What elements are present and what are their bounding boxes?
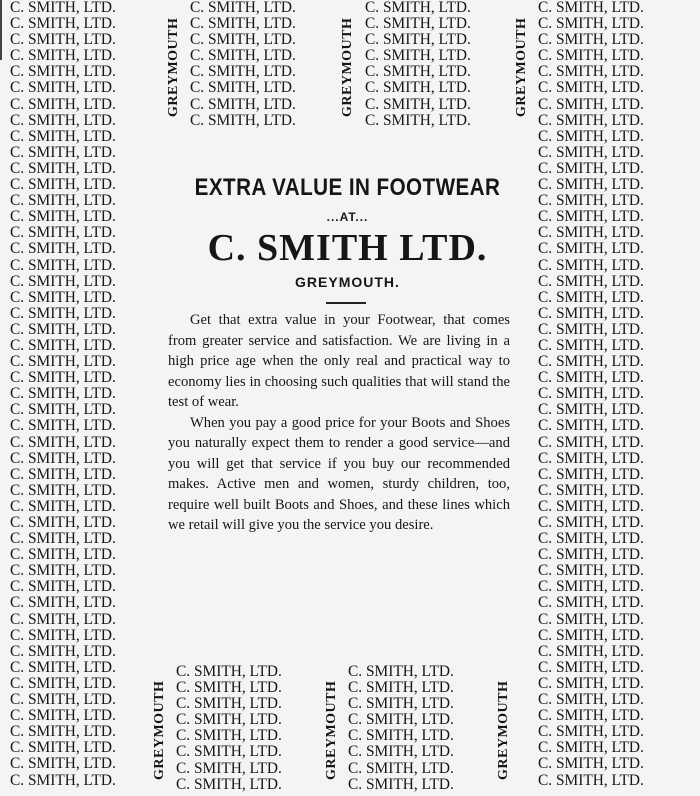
repeated-line: C. SMITH, LTD. [10,95,116,113]
greymouth-vertical: GREYMOUTH [514,17,529,117]
greymouth-vertical: GREYMOUTH [324,680,339,780]
repeated-line: C. SMITH, LTD. [10,610,116,628]
repeated-line: C. SMITH, LTD. [538,723,644,741]
repeated-line: C. SMITH, LTD. [10,240,116,258]
repeated-line: C. SMITH, LTD. [538,224,644,242]
repeated-line: C. SMITH, LTD. [538,755,644,773]
repeated-line: C. SMITH, LTD. [176,743,282,761]
repeated-line: C. SMITH, LTD. [538,272,644,290]
repeated-line: C. SMITH, LTD. [538,739,644,757]
repeated-line: C. SMITH, LTD. [10,385,116,403]
repeated-line: C. SMITH, LTD. [10,691,116,709]
repeated-line: C. SMITH, LTD. [10,304,116,322]
repeated-line: C. SMITH, LTD. [10,626,116,644]
repeated-column-top-2 [365,0,513,136]
repeated-line: C. SMITH, LTD. [365,79,471,97]
repeated-line: C. SMITH, LTD. [10,658,116,676]
column-rule [0,0,2,60]
repeated-line: C. SMITH, LTD. [538,465,644,483]
repeated-line: C. SMITH, LTD. [10,771,116,789]
repeated-line: C. SMITH, LTD. [10,336,116,354]
repeated-line: C. SMITH, LTD. [10,208,116,226]
repeated-line: C. SMITH, LTD. [538,481,644,499]
repeated-line: C. SMITH, LTD. [538,642,644,660]
repeated-line: C. SMITH, LTD. [10,63,116,81]
paragraph: Get that extra value in your Footwear, that comes from greater service and satisfaction. We are living in a high price age when the only real and practical way to economy lies in choosing such qualities that will stand the test of wear. [168,312,510,410]
repeated-line: C. SMITH, LTD. [10,401,116,419]
paragraph: When you pay a good price for your Boots and Shoes you naturally expect them to render a good service—and you will get that service if you buy our recommended makes. Active men and women, sturdy children, too, require well built Boots and Shoes, and these lines which we retail will give you the service you desire. [168,414,510,533]
repeated-line: C. SMITH, LTD. [10,143,116,161]
repeated-line: C. SMITH, LTD. [10,272,116,290]
repeated-line: C. SMITH, LTD. [538,336,644,354]
greymouth-vertical: GREYMOUTH [152,680,167,780]
repeated-line: C. SMITH, LTD. [348,695,454,713]
repeated-line: C. SMITH, LTD. [190,31,296,49]
repeated-line: C. SMITH, LTD. [10,433,116,451]
repeated-column-bottom-1 [176,664,324,796]
repeated-line: C. SMITH, LTD. [10,497,116,515]
repeated-line: C. SMITH, LTD. [190,63,296,81]
repeated-line: C. SMITH, LTD. [10,546,116,564]
repeated-line: C. SMITH, LTD. [10,562,116,580]
repeated-column-bottom-2 [348,664,496,796]
repeated-line: C. SMITH, LTD. [348,775,454,793]
repeated-line: C. SMITH, LTD. [538,143,644,161]
repeated-line: C. SMITH, LTD. [538,691,644,709]
repeated-line: C. SMITH, LTD. [176,679,282,697]
repeated-line: C. SMITH, LTD. [10,674,116,692]
repeated-line: C. SMITH, LTD. [365,63,471,81]
repeated-line: C. SMITH, LTD. [10,0,116,16]
repeated-line: C. SMITH, LTD. [10,256,116,274]
repeated-line: C. SMITH, LTD. [538,192,644,210]
repeated-line: C. SMITH, LTD. [538,385,644,403]
repeated-line: C. SMITH, LTD. [190,15,296,33]
repeated-line: C. SMITH, LTD. [10,79,116,97]
repeated-line: C. SMITH, LTD. [10,739,116,757]
repeated-line: C. SMITH, LTD. [538,497,644,515]
repeated-line: C. SMITH, LTD. [538,240,644,258]
repeated-line: C. SMITH, LTD. [538,208,644,226]
greymouth-vertical: GREYMOUTH [166,17,181,117]
repeated-line: C. SMITH, LTD. [10,530,116,548]
repeated-line: C. SMITH, LTD. [538,15,644,33]
repeated-line: C. SMITH, LTD. [10,514,116,531]
repeated-line: C. SMITH, LTD. [190,47,296,65]
repeated-line: C. SMITH, LTD. [538,674,644,692]
repeated-line: C. SMITH, LTD. [10,449,116,467]
repeated-line: C. SMITH, LTD. [365,111,471,129]
repeated-line: C. SMITH, LTD. [190,0,296,16]
repeated-line: C. SMITH, LTD. [348,727,454,745]
at-line: ...AT... [326,210,369,224]
repeated-line: C. SMITH, LTD. [176,664,282,680]
repeated-line: C. SMITH, LTD. [365,31,471,49]
repeated-line: C. SMITH, LTD. [538,530,644,548]
repeated-line: C. SMITH, LTD. [538,288,644,306]
repeated-line: C. SMITH, LTD. [190,79,296,97]
repeated-line: C. SMITH, LTD. [10,176,116,194]
repeated-line: C. SMITH, LTD. [538,578,644,596]
repeated-line: C. SMITH, LTD. [538,256,644,274]
repeated-line: C. SMITH, LTD. [10,111,116,129]
repeated-line: C. SMITH, LTD. [538,546,644,564]
repeated-line: C. SMITH, LTD. [348,743,454,761]
repeated-line: C. SMITH, LTD. [176,727,282,745]
repeated-line: C. SMITH, LTD. [10,47,116,65]
repeated-line: C. SMITH, LTD. [348,711,454,729]
repeated-line: C. SMITH, LTD. [176,775,282,793]
repeated-line: C. SMITH, LTD. [538,95,644,113]
repeated-line: C. SMITH, LTD. [176,759,282,777]
repeated-line: C. SMITH, LTD. [538,79,644,97]
repeated-line: C. SMITH, LTD. [365,95,471,113]
repeated-line: C. SMITH, LTD. [10,723,116,741]
repeated-line: C. SMITH, LTD. [538,610,644,628]
repeated-line: C. SMITH, LTD. [538,449,644,467]
repeated-line: C. SMITH, LTD. [10,481,116,499]
brand-name: C. SMITH LTD. [207,227,488,269]
repeated-column-top-1 [190,0,338,136]
repeated-line: C. SMITH, LTD. [538,159,644,177]
repeated-line: C. SMITH, LTD. [538,594,644,612]
repeated-line: C. SMITH, LTD. [538,31,644,49]
repeated-line: C. SMITH, LTD. [365,47,471,65]
repeated-line: C. SMITH, LTD. [10,642,116,660]
repeated-line: C. SMITH, LTD. [10,127,116,145]
repeated-line: C. SMITH, LTD. [10,369,116,387]
repeated-line: C. SMITH, LTD. [538,63,644,81]
repeated-line: C. SMITH, LTD. [538,0,644,16]
repeated-line: C. SMITH, LTD. [190,111,296,129]
repeated-column-left [10,0,160,796]
repeated-line: C. SMITH, LTD. [176,711,282,729]
repeated-line: C. SMITH, LTD. [538,514,644,531]
repeated-line: C. SMITH, LTD. [538,176,644,194]
repeated-line: C. SMITH, LTD. [538,111,644,129]
repeated-line: C. SMITH, LTD. [538,127,644,145]
repeated-line: C. SMITH, LTD. [538,369,644,387]
repeated-line: C. SMITH, LTD. [10,31,116,49]
repeated-line: C. SMITH, LTD. [10,578,116,596]
town-name: GREYMOUTH. [295,274,400,290]
repeated-line: C. SMITH, LTD. [10,224,116,242]
repeated-line: C. SMITH, LTD. [348,679,454,697]
repeated-line: C. SMITH, LTD. [538,401,644,419]
body-copy [168,310,510,536]
repeated-line: C. SMITH, LTD. [538,353,644,371]
repeated-line: C. SMITH, LTD. [10,707,116,725]
repeated-line: C. SMITH, LTD. [348,664,454,680]
repeated-line: C. SMITH, LTD. [348,759,454,777]
repeated-line: C. SMITH, LTD. [10,594,116,612]
repeated-line: C. SMITH, LTD. [538,626,644,644]
repeated-column-right [538,0,700,796]
repeated-line: C. SMITH, LTD. [10,159,116,177]
repeated-line: C. SMITH, LTD. [10,320,116,338]
repeated-line: C. SMITH, LTD. [538,771,644,789]
repeated-line: C. SMITH, LTD. [176,695,282,713]
repeated-line: C. SMITH, LTD. [538,658,644,676]
repeated-line: C. SMITH, LTD. [538,707,644,725]
repeated-line: C. SMITH, LTD. [10,417,116,435]
repeated-line: C. SMITH, LTD. [538,433,644,451]
repeated-line: C. SMITH, LTD. [365,15,471,33]
repeated-line: C. SMITH, LTD. [10,15,116,33]
divider [326,302,366,304]
repeated-line: C. SMITH, LTD. [365,0,471,16]
repeated-line: C. SMITH, LTD. [538,562,644,580]
repeated-line: C. SMITH, LTD. [190,95,296,113]
headline: EXTRA VALUE IN FOOTWEAR [194,174,501,201]
repeated-line: C. SMITH, LTD. [10,192,116,210]
repeated-line: C. SMITH, LTD. [10,755,116,773]
greymouth-vertical: GREYMOUTH [496,680,511,780]
repeated-line: C. SMITH, LTD. [538,417,644,435]
repeated-line: C. SMITH, LTD. [10,465,116,483]
repeated-line: C. SMITH, LTD. [10,288,116,306]
advertisement-body [160,140,535,658]
repeated-line: C. SMITH, LTD. [538,320,644,338]
repeated-line: C. SMITH, LTD. [10,353,116,371]
repeated-line: C. SMITH, LTD. [538,47,644,65]
greymouth-vertical: GREYMOUTH [340,17,355,117]
repeated-line: C. SMITH, LTD. [538,304,644,322]
